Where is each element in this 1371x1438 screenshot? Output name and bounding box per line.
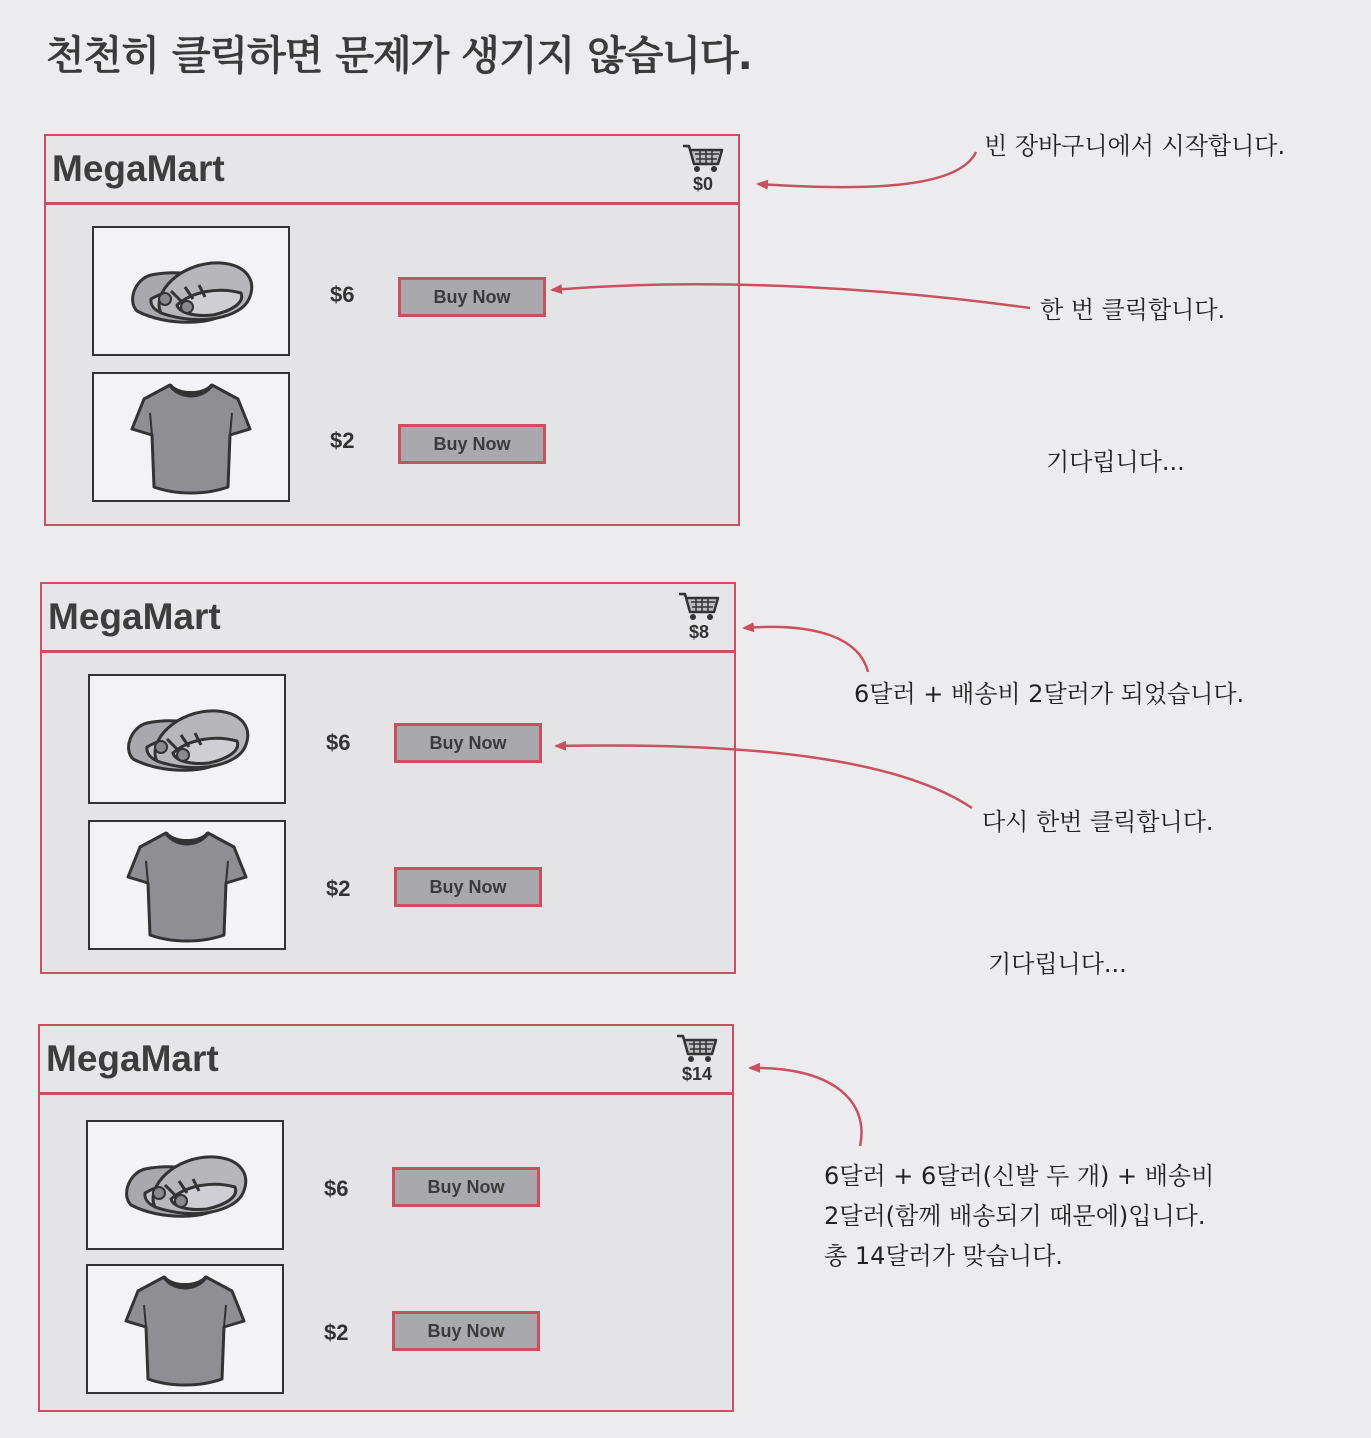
buy-now-button-shirt[interactable]: Buy Now (398, 424, 546, 464)
annotation-result-14-line3: 총 14달러가 맞습니다. (824, 1242, 1063, 1270)
brand-logo: MegaMart (48, 596, 221, 637)
annotation-result-14-line1: 6달러 + 6달러(신발 두 개) + 배송비 (824, 1162, 1215, 1190)
product-price: $6 (324, 1176, 349, 1201)
cart-total: $8 (688, 622, 710, 642)
annotation-click-once: 한 번 클릭합니다. (1040, 296, 1226, 324)
product-price: $2 (324, 1320, 349, 1345)
product-price: $2 (330, 428, 355, 453)
page-title: 천천히 클릭하면 문제가 생기지 않습니다. (46, 33, 752, 79)
buy-now-button-shoes[interactable]: Buy Now (398, 277, 546, 317)
annotation-start-empty: 빈 장바구니에서 시작합니다. (984, 132, 1286, 160)
brand-logo: MegaMart (46, 1038, 219, 1079)
annotation-click-again: 다시 한번 클릭합니다. (982, 808, 1214, 836)
arrow-to-cart-14 (750, 1068, 862, 1146)
cart-total: $14 (681, 1064, 713, 1084)
buy-now-button-shoes[interactable]: Buy Now (394, 723, 542, 763)
product-price: $2 (326, 876, 351, 901)
product-price: $6 (326, 730, 351, 755)
annotation-result-8: 6달러 + 배송비 2달러가 되었습니다. (854, 680, 1245, 708)
annotation-result-14-line2: 2달러(함께 배송되기 때문에)입니다. (824, 1202, 1206, 1230)
buy-now-button-shirt[interactable]: Buy Now (394, 867, 542, 907)
annotation-wait-1: 기다립니다... (1046, 448, 1185, 476)
arrow-to-cart-8 (744, 627, 868, 672)
buy-now-button-shirt[interactable]: Buy Now (392, 1311, 540, 1351)
arrow-to-buy-shoes-1 (552, 284, 1030, 308)
buy-now-button-shoes[interactable]: Buy Now (392, 1167, 540, 1207)
brand-logo: MegaMart (52, 148, 225, 189)
cart-total: $0 (692, 174, 714, 194)
arrow-to-cart-empty (758, 152, 976, 187)
product-price: $6 (330, 282, 355, 307)
arrow-to-buy-shoes-2 (556, 745, 972, 808)
annotation-wait-2: 기다립니다... (988, 950, 1127, 978)
